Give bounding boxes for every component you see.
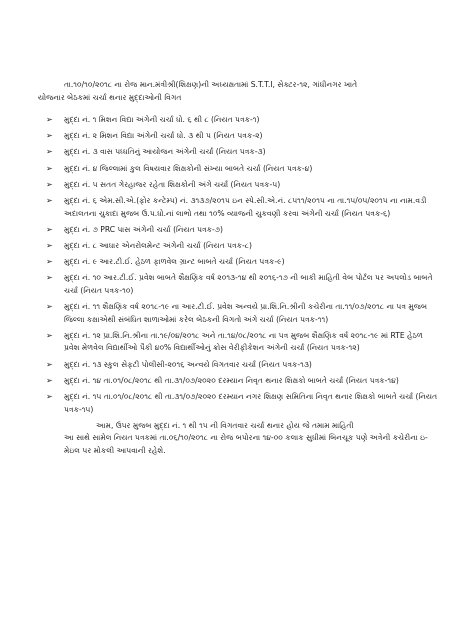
arrow-bullet-icon: ➢ <box>46 330 53 340</box>
closing-line-2: આ સાથે સામેલ નિયત પત્રકમાં તા.૦૬/૧૦/૨૦૧૮ ના રોજ બપોરના ૧૪-૦૦ કલાક સુધીમાં બિનચૂક પણે અત્રેની કચેરીના ઇ-મેઇલ પર મોકલી આપવાની રહેશે. <box>64 433 428 455</box>
closing-line-1: આમ, ઉપર મુજબ મુદ્દા નં. ૧ થી ૧૫ ની વિગતવાર ચર્ચા થનાર હોય જે તમામ માહિતી <box>96 420 354 430</box>
arrow-bullet-icon: ➢ <box>46 115 53 124</box>
arrow-bullet-icon: ➢ <box>46 273 53 283</box>
agenda-item-text: મુદ્દા નં. ૨ મિશન વિદ્યા અંગેની ચર્ચા ધો. ૩ થી ૫ (નિયત પત્રક-૨) <box>64 131 263 141</box>
arrow-bullet-icon: ➢ <box>46 131 53 141</box>
arrow-bullet-icon: ➢ <box>46 147 53 157</box>
arrow-bullet-icon: ➢ <box>46 224 53 234</box>
agenda-item-text: મુદ્દા નં. ૪ જિલ્લામાં કુલ વિષયવાર શિક્ષકોની સંખ્યા બાબતે ચર્ચા (નિયત પત્રક-૪) <box>64 163 313 173</box>
agenda-item <box>34 146 439 159</box>
agenda-item-text: મુદ્દા નં. ૫ સતત ગેરહાજર રહેતા શિક્ષકોની અંગે ચર્ચા (નિયત પત્રક-૫) <box>64 179 281 189</box>
agenda-item <box>34 224 439 237</box>
agenda-item <box>34 114 439 127</box>
agenda-item-text: મુદ્દા નં. ૧૧ શૈક્ષણિક વર્ષ ૨૦૧૮-૧૯ ના આર.ટી.ઈ. પ્રવેશ અન્વયે પ્રા.શિ.નિ.શ્રીની કચેરીના તા.૧૧/૦૭/૨૦૧૮ ના પત્ર મુજબ જિલ્લા કક્ષાએથી સંબંધિત શાળાઓમાં કરેલ બેઠકની વિગતો અંગે ચર્ચા (નિયત પત્રક-૧૧) <box>64 302 428 324</box>
agenda-item <box>34 130 439 143</box>
heading-line-1: તા.૧૦/૧૦/૨૦૧૮ ના રોજ માન.મંત્રીશ્રી(શિક્ષણ)ની અધ્યક્ષતામાં S.T.T.I, સેક્ટર-૧૨, ગાંધીનગર ખાતે <box>64 80 358 89</box>
agenda-item <box>34 272 439 297</box>
agenda-item <box>34 163 439 176</box>
arrow-bullet-icon: ➢ <box>46 163 53 173</box>
agenda-item <box>34 256 439 269</box>
agenda-item-text: મુદ્દા નં. ૮ આધાર એનરોલમેન્ટ અંગેની ચર્ચા (નિયત પત્રક-૮) <box>64 240 252 250</box>
agenda-list <box>34 114 439 416</box>
agenda-item <box>34 301 439 326</box>
agenda-item <box>34 375 439 388</box>
agenda-item <box>34 179 439 192</box>
arrow-bullet-icon: ➢ <box>46 240 53 250</box>
arrow-bullet-icon: ➢ <box>46 359 53 369</box>
agenda-item-text: મુદ્દા નં. ૬ એમ.સી.એ.(ફોર કન્ટેમ્પ) નં. ૩૧૩૭/૨૦૧૫ ઇન સ્પે.સી.એ.નં. ૮૫૧૧/૨૦૧૫ ના તા.૧૫/૦૫/૨૦૧૫ ના નામ.વડી અદાલતના ચુકાદા મુજબ ઉ.પ.ધો.નાં લાભો તથા ૧૦% વ્યાજની ચુકવણી કરવા અંગેની ચર્ચા (નિયત પત્રક-૬) <box>64 195 427 218</box>
arrow-bullet-icon: ➢ <box>46 179 53 189</box>
heading-line-2: યોજનાર બેઠકમાં ચર્ચા થનાર મુદ્દાઓની વિગત <box>38 93 182 102</box>
agenda-item <box>34 330 439 355</box>
agenda-item <box>34 359 439 372</box>
agenda-item-text: મુદ્દા નં. ૧ મિશન વિદ્યા અંગેની ચર્ચા ધો. ૬ થી ૮ (નિયત પત્રક-૧) <box>64 115 260 124</box>
document-heading <box>34 78 439 104</box>
agenda-item-text: મુદ્દા નં. ૧૨ પ્રા.શિ.નિ.શ્રીના તા.૧૯/૦૪/૨૦૧૮ અને તા.૧૪/૦૮/૨૦૧૮ ના પત્ર મુજબ શૈક્ષણિક વર્ષ ૨૦૧૮-૧૯ માં RTE હેઠળ પ્રવેશ મેળવેલ વિદ્યાર્થીઓ પૈકી ૪૦% વિદ્યાર્થીઓનું ક્રોસ વેરીફીકેશન અંગેની ચર્ચા (નિયત પત્રક-૧૨) <box>64 330 423 353</box>
agenda-item-text: મુદ્દા નં. ૭ PRC પાસ અંગેની ચર્ચા (નિયત પત્રક-૭) <box>64 224 224 234</box>
agenda-item-text: મુદ્દા નં. ૧૪ તા.૦૧/૦૮/૨૦૧૮ થી તા.૩૧/૦૭/૨૦૨૦ દરમ્યાન નિવૃત થનાર શિક્ષકો બાબતે ચર્ચા (નિયત પત્રક-૧૪) <box>64 375 399 385</box>
agenda-item-text: મુદ્દા નં. ૧૩ સ્કુલ સેફટી પોલીસી-૨૦૧૬ અન્વયે વિગતવાર ચર્ચા (નિયત પત્રક-૧૩) <box>64 359 312 369</box>
agenda-item-text: મુદ્દા નં. ૧૦ આર.ટી.ઈ. પ્રવેશ બાબતે શૈક્ષણિક વર્ષ ૨૦૧૩-૧૪ થી ૨૦૧૬-૧૭ ની બાકી માહિતી વેબ પોર્ટલ પર અપલોડ બાબતે ચર્ચા (નિયત પત્રક-૧૦) <box>64 273 433 295</box>
agenda-item <box>34 391 439 416</box>
arrow-bullet-icon: ➢ <box>46 257 53 267</box>
agenda-item-text: મુદ્દા નં. ૩ વાસ પધ્ધતિનું આયોજન અંગેની ચર્ચા (નિયત પત્રક-૩) <box>64 147 266 157</box>
agenda-item-text: મુદ્દા નં. ૯ આર.ટી.ઈ. હેઠળ ફાળવેલ ગ્રાન્ટ બાબતે ચર્ચા (નિયત પત્રક-૯) <box>64 257 285 267</box>
arrow-bullet-icon: ➢ <box>46 302 53 312</box>
agenda-item-text: મુદ્દા નં. ૧૫ તા.૦૧/૦૮/૨૦૧૮ થી તા.૩૧/૦૭/૨૦૨૦ દરમ્યાન નગર શિક્ષણ સમિતિના નિવૃત થનાર શિક્ષકો બાબતે ચર્ચા (નિયત પત્રક-૧૫) <box>64 392 438 414</box>
agenda-item <box>34 240 439 253</box>
arrow-bullet-icon: ➢ <box>46 392 53 401</box>
arrow-bullet-icon: ➢ <box>46 195 53 205</box>
agenda-item <box>34 195 439 220</box>
closing-paragraph <box>34 420 439 458</box>
arrow-bullet-icon: ➢ <box>46 375 53 385</box>
